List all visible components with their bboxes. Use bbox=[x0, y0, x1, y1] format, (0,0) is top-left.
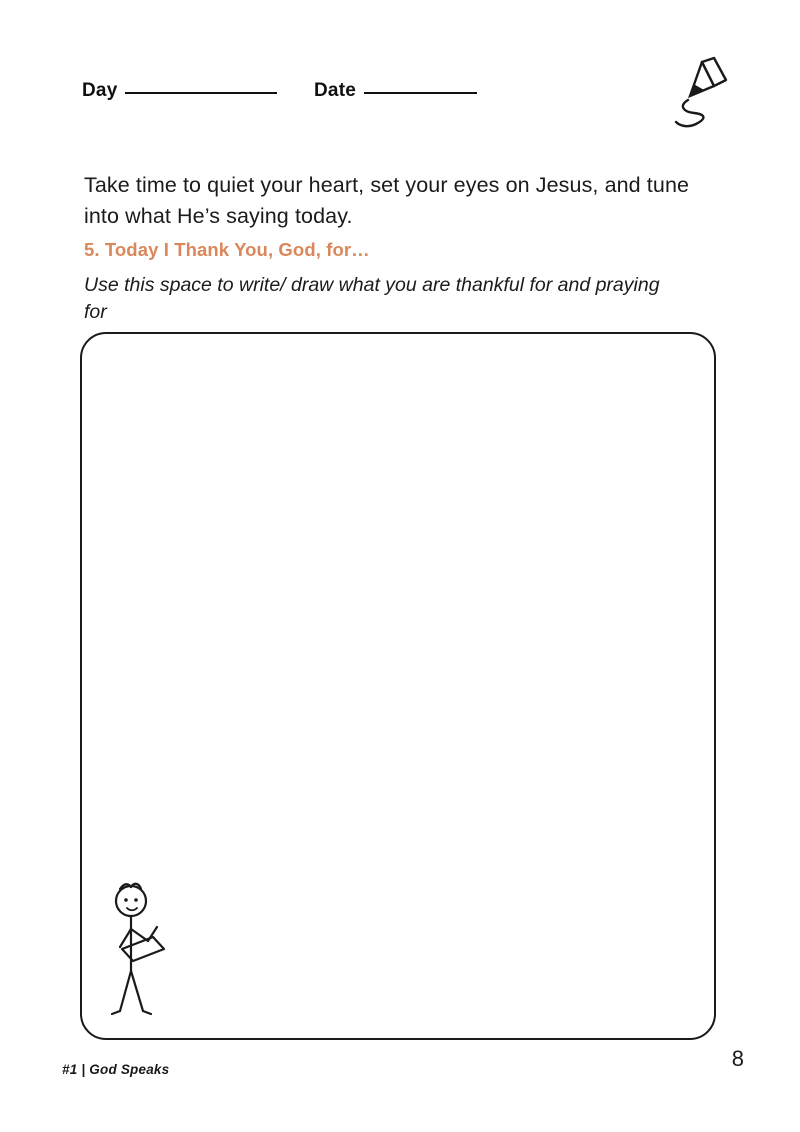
prompt-instruction: Use this space to write/ draw what you are thankful for and praying for bbox=[84, 273, 660, 323]
date-input-rule[interactable] bbox=[364, 92, 477, 94]
day-field[interactable] bbox=[82, 80, 277, 102]
date-field[interactable] bbox=[314, 80, 477, 102]
pencil-icon bbox=[638, 56, 734, 144]
prompt-heading: 5. Today I Thank You, God, for… bbox=[84, 239, 370, 261]
day-input-rule[interactable] bbox=[125, 92, 277, 94]
date-label: Date bbox=[314, 80, 356, 101]
footer-section-label: #1 | God Speaks bbox=[62, 1062, 170, 1077]
page-number: 8 bbox=[731, 1046, 744, 1071]
day-label: Day bbox=[82, 80, 118, 101]
stick-figure-writing-icon bbox=[100, 875, 200, 1025]
header-row bbox=[82, 72, 722, 132]
intro-paragraph: Take time to quiet your heart, set your eyes on Jesus, and tune into what He’s saying today. bbox=[84, 172, 690, 228]
